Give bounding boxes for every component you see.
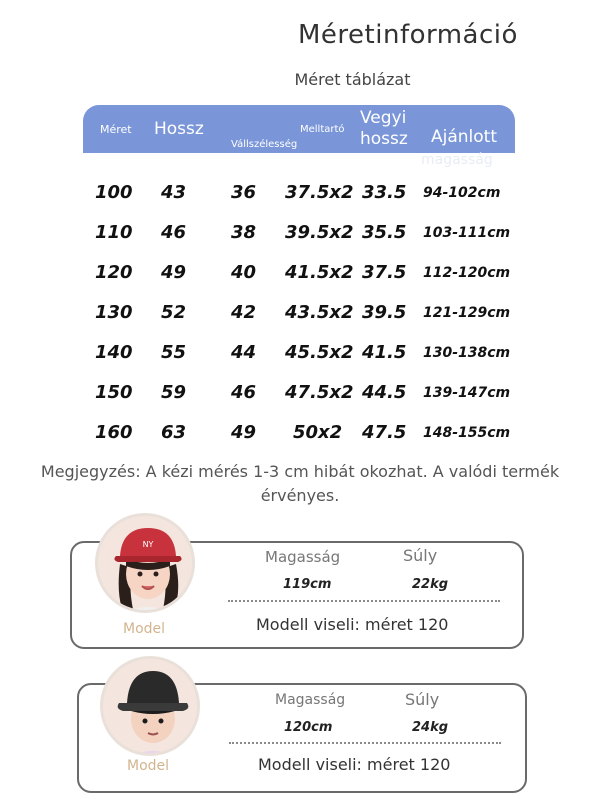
table-row: [0, 422, 600, 462]
measurement-note: Megjegyzés: A kézi mérés 1-3 cm hibát okozhat. A valódi termék érvényes.: [40, 462, 560, 505]
cell-ajanlott: 112-120cm: [423, 265, 511, 281]
svg-text:NY: NY: [142, 540, 154, 549]
model-avatar-boy: [100, 656, 200, 756]
cell-mell: 50x2: [293, 422, 343, 443]
table-row: [0, 342, 600, 382]
cell-meret: 130: [95, 302, 133, 323]
cell-meret: 120: [95, 262, 133, 283]
cell-ajanlott: 148-155cm: [423, 425, 511, 441]
weight-value: 24kg: [412, 720, 449, 735]
cell-vegyi: 47.5: [362, 422, 407, 443]
weight-label: Súly: [405, 690, 440, 709]
cell-vall: 44: [231, 342, 257, 363]
cell-ajanlott: 139-147cm: [423, 385, 511, 401]
cell-vall: 36: [231, 182, 257, 203]
cell-mell: 41.5x2: [285, 262, 354, 283]
cell-meret: 150: [95, 382, 133, 403]
cell-mell: 39.5x2: [285, 222, 354, 243]
header-hossz: Hossz: [154, 119, 204, 139]
cell-vall: 49: [231, 422, 257, 443]
model-label: Model: [127, 758, 170, 774]
cell-hossz: 63: [161, 422, 187, 443]
cell-ajanlott: 103-111cm: [423, 225, 511, 241]
model-label: Model: [123, 621, 166, 637]
cell-mell: 43.5x2: [285, 302, 354, 323]
height-label: Magasság: [275, 692, 346, 708]
cell-meret: 160: [95, 422, 133, 443]
cell-vall: 40: [231, 262, 257, 283]
cell-vall: 38: [231, 222, 257, 243]
table-row: [0, 302, 600, 342]
table-row: [0, 382, 600, 422]
header-melltarto: Melltartó: [300, 124, 345, 135]
table-row: [0, 182, 600, 222]
weight-label: Súly: [403, 546, 438, 565]
height-label: Magasság: [265, 548, 341, 566]
header-vallszelesseg: Vállszélesség: [231, 139, 298, 150]
header-ajanlott: Ajánlott: [431, 127, 497, 147]
header-vegyi: Vegyi: [360, 108, 407, 128]
cell-hossz: 59: [161, 382, 187, 403]
page-title: Méretinformáció: [298, 20, 518, 50]
cell-meret: 100: [95, 182, 133, 203]
cell-mell: 45.5x2: [285, 342, 354, 363]
model-avatar-girl: [95, 513, 195, 613]
cell-meret: 140: [95, 342, 133, 363]
cell-ajanlott: 94-102cm: [423, 185, 501, 201]
weight-value: 22kg: [412, 577, 449, 592]
dotted-divider: [228, 600, 500, 602]
header-vegyi-hossz: [360, 108, 408, 150]
cell-vegyi: 41.5: [362, 342, 407, 363]
cell-vegyi: 37.5: [362, 262, 407, 283]
header-hossz2: hossz: [360, 129, 408, 149]
height-value: 120cm: [284, 720, 333, 735]
cell-vegyi: 35.5: [362, 222, 407, 243]
cell-hossz: 43: [161, 182, 187, 203]
cell-vegyi: 33.5: [362, 182, 407, 203]
cell-vegyi: 39.5: [362, 302, 407, 323]
header-magassag: magasság: [421, 152, 493, 168]
cell-hossz: 55: [161, 342, 187, 363]
model-wears-size: Modell viseli: méret 120: [258, 755, 451, 774]
table-row: [0, 222, 600, 262]
cell-hossz: 46: [161, 222, 187, 243]
cell-ajanlott: 130-138cm: [423, 345, 511, 361]
cell-vall: 42: [231, 302, 257, 323]
cell-mell: 47.5x2: [285, 382, 354, 403]
header-meret: Méret: [100, 123, 132, 136]
cell-hossz: 49: [161, 262, 187, 283]
cell-vall: 46: [231, 382, 257, 403]
cell-mell: 37.5x2: [285, 182, 354, 203]
table-row: [0, 262, 600, 302]
cell-meret: 110: [95, 222, 133, 243]
dotted-divider: [229, 742, 501, 744]
table-subtitle: Méret táblázat: [294, 70, 411, 89]
cell-vegyi: 44.5: [362, 382, 407, 403]
height-value: 119cm: [283, 577, 332, 592]
cell-ajanlott: 121-129cm: [423, 305, 511, 321]
model-wears-size: Modell viseli: méret 120: [256, 615, 449, 634]
cell-hossz: 52: [161, 302, 187, 323]
